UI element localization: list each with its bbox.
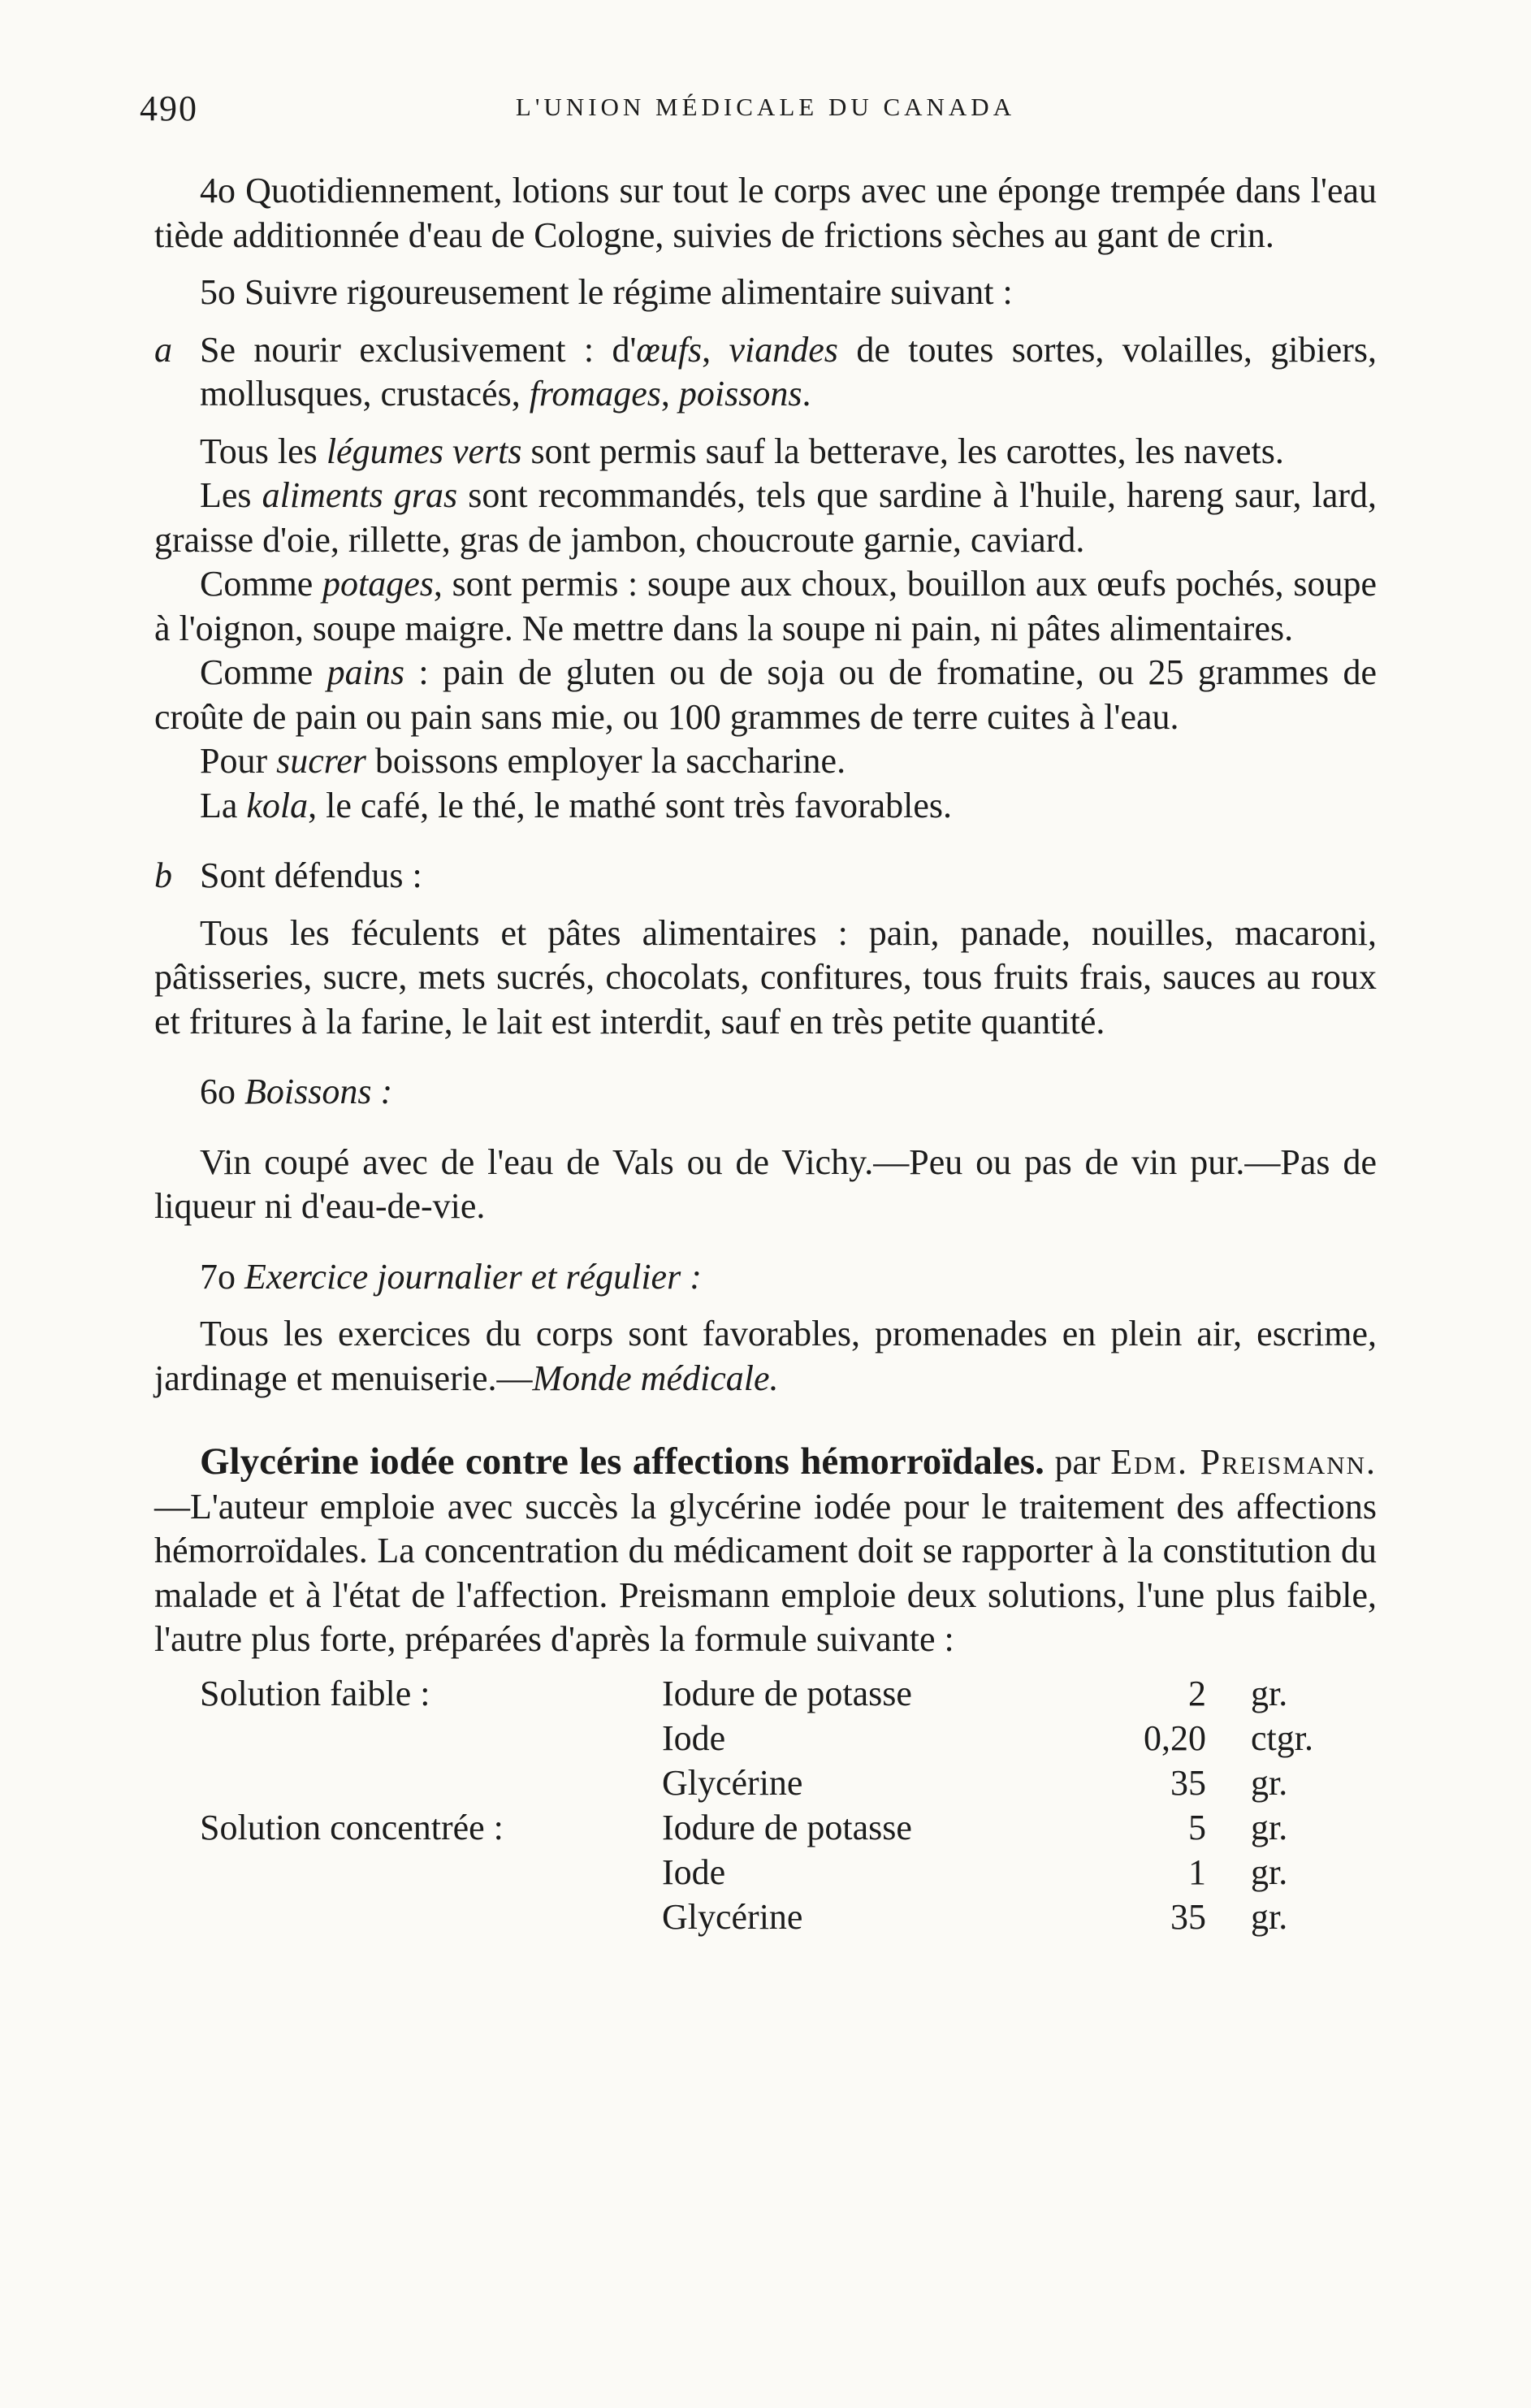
paragraph-exercice: Tous les exercices du corps sont favorables, promenades en plein air, escrime, jardinage et menuiserie.—Monde médicale. bbox=[154, 1314, 1377, 1398]
page-body bbox=[154, 169, 1377, 1940]
formula-ingredient: Glycérine bbox=[662, 1762, 803, 1803]
formula-quantity: 35 bbox=[1170, 1896, 1206, 1937]
running-title: L'UNION MÉDICALE DU CANADA bbox=[515, 93, 1016, 121]
paragraph-sucrer: Pour sucrer boissons employer la saccharine. bbox=[200, 741, 846, 781]
list-marker-b: b bbox=[154, 855, 172, 895]
formula-table bbox=[154, 1672, 1377, 1940]
formula-quantity: 1 bbox=[1188, 1851, 1206, 1892]
formula-label: Solution concentrée : bbox=[200, 1807, 504, 1847]
formula-ingredient: Glycérine bbox=[662, 1896, 803, 1937]
regimen-item-6: 6o Boissons : bbox=[200, 1072, 393, 1111]
paragraph-kola: La kola, le café, le thé, le mathé sont très favorables. bbox=[200, 785, 953, 825]
formula-ingredient: Iodure de potasse bbox=[662, 1807, 912, 1847]
formula-unit: ctgr. bbox=[1251, 1717, 1313, 1758]
paragraph-pains: Comme pains : pain de gluten ou de soja ou de fromatine, ou 25 grammes de croûte de pain ou pain sans mie, ou 100 grammes de terre cuites à l'eau. bbox=[154, 652, 1377, 737]
article-title: Glycérine iodée contre les affections hémorroïdales. bbox=[200, 1440, 1044, 1483]
formula-ingredient: Iode bbox=[662, 1717, 726, 1758]
formula-unit: gr. bbox=[1251, 1807, 1288, 1847]
formula-label: Solution faible : bbox=[200, 1673, 430, 1713]
formula-ingredient: Iodure de potasse bbox=[662, 1673, 912, 1713]
formula-ingredient: Iode bbox=[662, 1851, 726, 1892]
formula-quantity: 2 bbox=[1188, 1673, 1206, 1713]
formula-row bbox=[154, 1672, 1377, 1717]
paragraph-defendus: Tous les féculents et pâtes alimentaires : pain, panade, nouilles, macaroni, pâtisseries, sucre, mets sucrés, chocolats, confitures, tous fruits frais, sauces au roux et fritures à la farine, le lait est interdit, sauf en très petite quantité. bbox=[154, 912, 1377, 1042]
formula-row bbox=[154, 1806, 1377, 1851]
formula-quantity: 5 bbox=[1188, 1807, 1206, 1847]
formula-row bbox=[154, 1895, 1377, 1940]
source-citation: Monde médicale. bbox=[532, 1358, 779, 1398]
paragraph-boissons: Vin coupé avec de l'eau de Vals ou de Vichy.—Peu ou pas de vin pur.—Pas de liqueur ni d'eau-de-vie. bbox=[154, 1141, 1377, 1226]
regimen-item-7: 7o Exercice journalier et régulier : bbox=[200, 1256, 702, 1297]
forbidden-foods-b: b Sont défendus : bbox=[154, 854, 1377, 899]
paragraph-legumes: Tous les légumes verts sont permis sauf la betterave, les carottes, les navets. bbox=[200, 431, 1284, 471]
formula-row bbox=[154, 1761, 1377, 1806]
page-header bbox=[140, 88, 1391, 136]
formula-row bbox=[154, 1851, 1377, 1895]
page-number: 490 bbox=[140, 89, 198, 128]
regimen-item-4: 4o Quotidiennement, lotions sur tout le corps avec une éponge trempée dans l'eau tiède additionnée d'eau de Cologne, suivies de frictions sèches au gant de crin. bbox=[154, 171, 1377, 255]
formula-unit: gr. bbox=[1251, 1896, 1288, 1937]
paragraph-potages: Comme potages, sont permis : soupe aux choux, bouillon aux œufs pochés, soupe à l'oignon, soupe maigre. Ne mettre dans la soupe ni pain, ni pâtes alimentaires. bbox=[154, 564, 1377, 648]
formula-unit: gr. bbox=[1251, 1851, 1288, 1892]
allowed-foods-a: a Se nourir exclusivement : d'œufs, viandes de toutes sortes, volailles, gibiers, mollusques, crustacés, fromages, poissons. bbox=[154, 329, 1377, 414]
list-marker-a: a bbox=[154, 329, 172, 370]
article-paragraph: Glycérine iodée contre les affections hémorroïdales. par Edm. Preismann.—L'auteur emploie avec succès la glycérine iodée pour le traitement des affections hémorroïdales. La concentration du médicament doit se rapporter à la constitution du malade et à l'état de l'affection. Preismann emploie deux solutions, l'une plus faible, l'autre plus forte, préparées d'après la formule suivante : bbox=[154, 1440, 1377, 1659]
formula-row bbox=[154, 1717, 1377, 1761]
paragraph-aliments-gras: Les aliments gras sont recommandés, tels que sardine à l'huile, hareng saur, lard, graisse d'oie, rillette, gras de jambon, choucroute garnie, caviard. bbox=[154, 475, 1377, 560]
article-author: Edm. Preismann. bbox=[1110, 1442, 1377, 1482]
regimen-item-5: 5o Suivre rigoureusement le régime alimentaire suivant : bbox=[200, 272, 1013, 312]
formula-quantity: 35 bbox=[1170, 1762, 1206, 1803]
formula-unit: gr. bbox=[1251, 1673, 1288, 1713]
formula-unit: gr. bbox=[1251, 1762, 1288, 1803]
formula-quantity: 0,20 bbox=[1144, 1717, 1206, 1758]
